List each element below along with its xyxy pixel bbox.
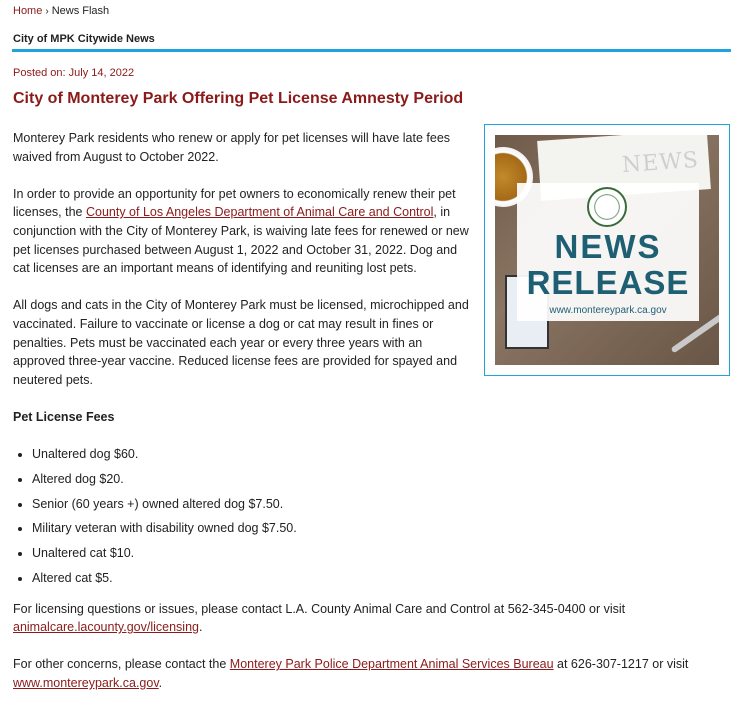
section-divider <box>12 49 731 52</box>
paragraph-other-text-3: . <box>158 675 163 690</box>
breadcrumb-home-link[interactable]: Home <box>13 5 43 17</box>
paragraph-licensing-text-1: For licensing questions or issues, please contact L.A. County Animal Care and Control at 562-345-0400 or visit <box>13 601 626 616</box>
paragraph-other-concerns <box>13 655 733 692</box>
list-item: • Military veteran with disability owned dog $7.50. <box>32 519 733 538</box>
paragraph-amnesty-text-2: , in conjunction with the City of Monterey Park, is waiving late fees for renewed or new pet licenses purchased between August 1, 2022 and October 31, 2022. Dog and cat licenses are an important means of identifying and reuniting lost pets. <box>13 205 469 276</box>
licensing-link[interactable]: animalcare.lacounty.gov/licensing <box>13 620 199 635</box>
list-item: • Altered cat $5. <box>32 569 733 588</box>
breadcrumb <box>13 5 109 17</box>
paragraph-intro: Monterey Park residents who renew or apply for pet licenses will have late fees waived from August to October 2022. <box>13 131 451 164</box>
newspaper-text: NEWS <box>621 147 700 179</box>
paragraph-other-text-1: For other concerns, please contact the <box>13 657 230 672</box>
posted-date: Posted on: July 14, 2022 <box>13 67 135 79</box>
article-body <box>13 129 733 711</box>
paragraph-licensing-contact <box>13 600 733 637</box>
list-item: • Unaltered cat $10. <box>32 544 733 563</box>
news-release-url: www.montereypark.ca.gov <box>549 305 667 316</box>
paragraph-amnesty-text-1: In order to provide an opportunity for pet owners to economically renew their pet licenses, the <box>13 186 456 220</box>
breadcrumb-current: News Flash <box>51 5 110 17</box>
breadcrumb-separator: › <box>45 6 49 17</box>
news-release-title-line1: NEWS <box>554 228 662 265</box>
list-item: • Altered dog $20. <box>32 470 733 489</box>
page-title: City of Monterey Park Offering Pet License Amnesty Period <box>13 90 464 107</box>
paragraph-amnesty <box>13 185 475 278</box>
list-item: • Unaltered dog $60. <box>32 445 733 464</box>
fees-heading: Pet License Fees <box>13 409 115 424</box>
fees-list <box>13 445 733 588</box>
section-title: City of MPK Citywide News <box>13 33 155 45</box>
paragraph-requirements: All dogs and cats in the City of Monterey Park must be licensed, microchipped and vaccinated. Failure to vaccinate or license a dog or cat may result in fines or penalties. Pets must be vaccinated each year or every three years with an approved three-year vaccine. Reduced license fees are provided for spayed and neutered pets. <box>13 298 469 387</box>
paragraph-other-text-2: at 626-307-1217 or visit <box>553 657 689 672</box>
list-item: • Senior (60 years +) owned altered dog $7.50. <box>32 495 733 514</box>
news-release-title-line2: RELEASE <box>526 264 690 301</box>
county-animal-care-link[interactable]: County of Los Angeles Department of Animal Care and Control <box>85 205 434 220</box>
police-animal-services-link[interactable]: Monterey Park Police Department Animal Services Bureau <box>229 657 554 672</box>
paragraph-licensing-text-2: . <box>198 620 203 635</box>
city-website-link[interactable]: www.montereypark.ca.gov <box>13 675 159 690</box>
